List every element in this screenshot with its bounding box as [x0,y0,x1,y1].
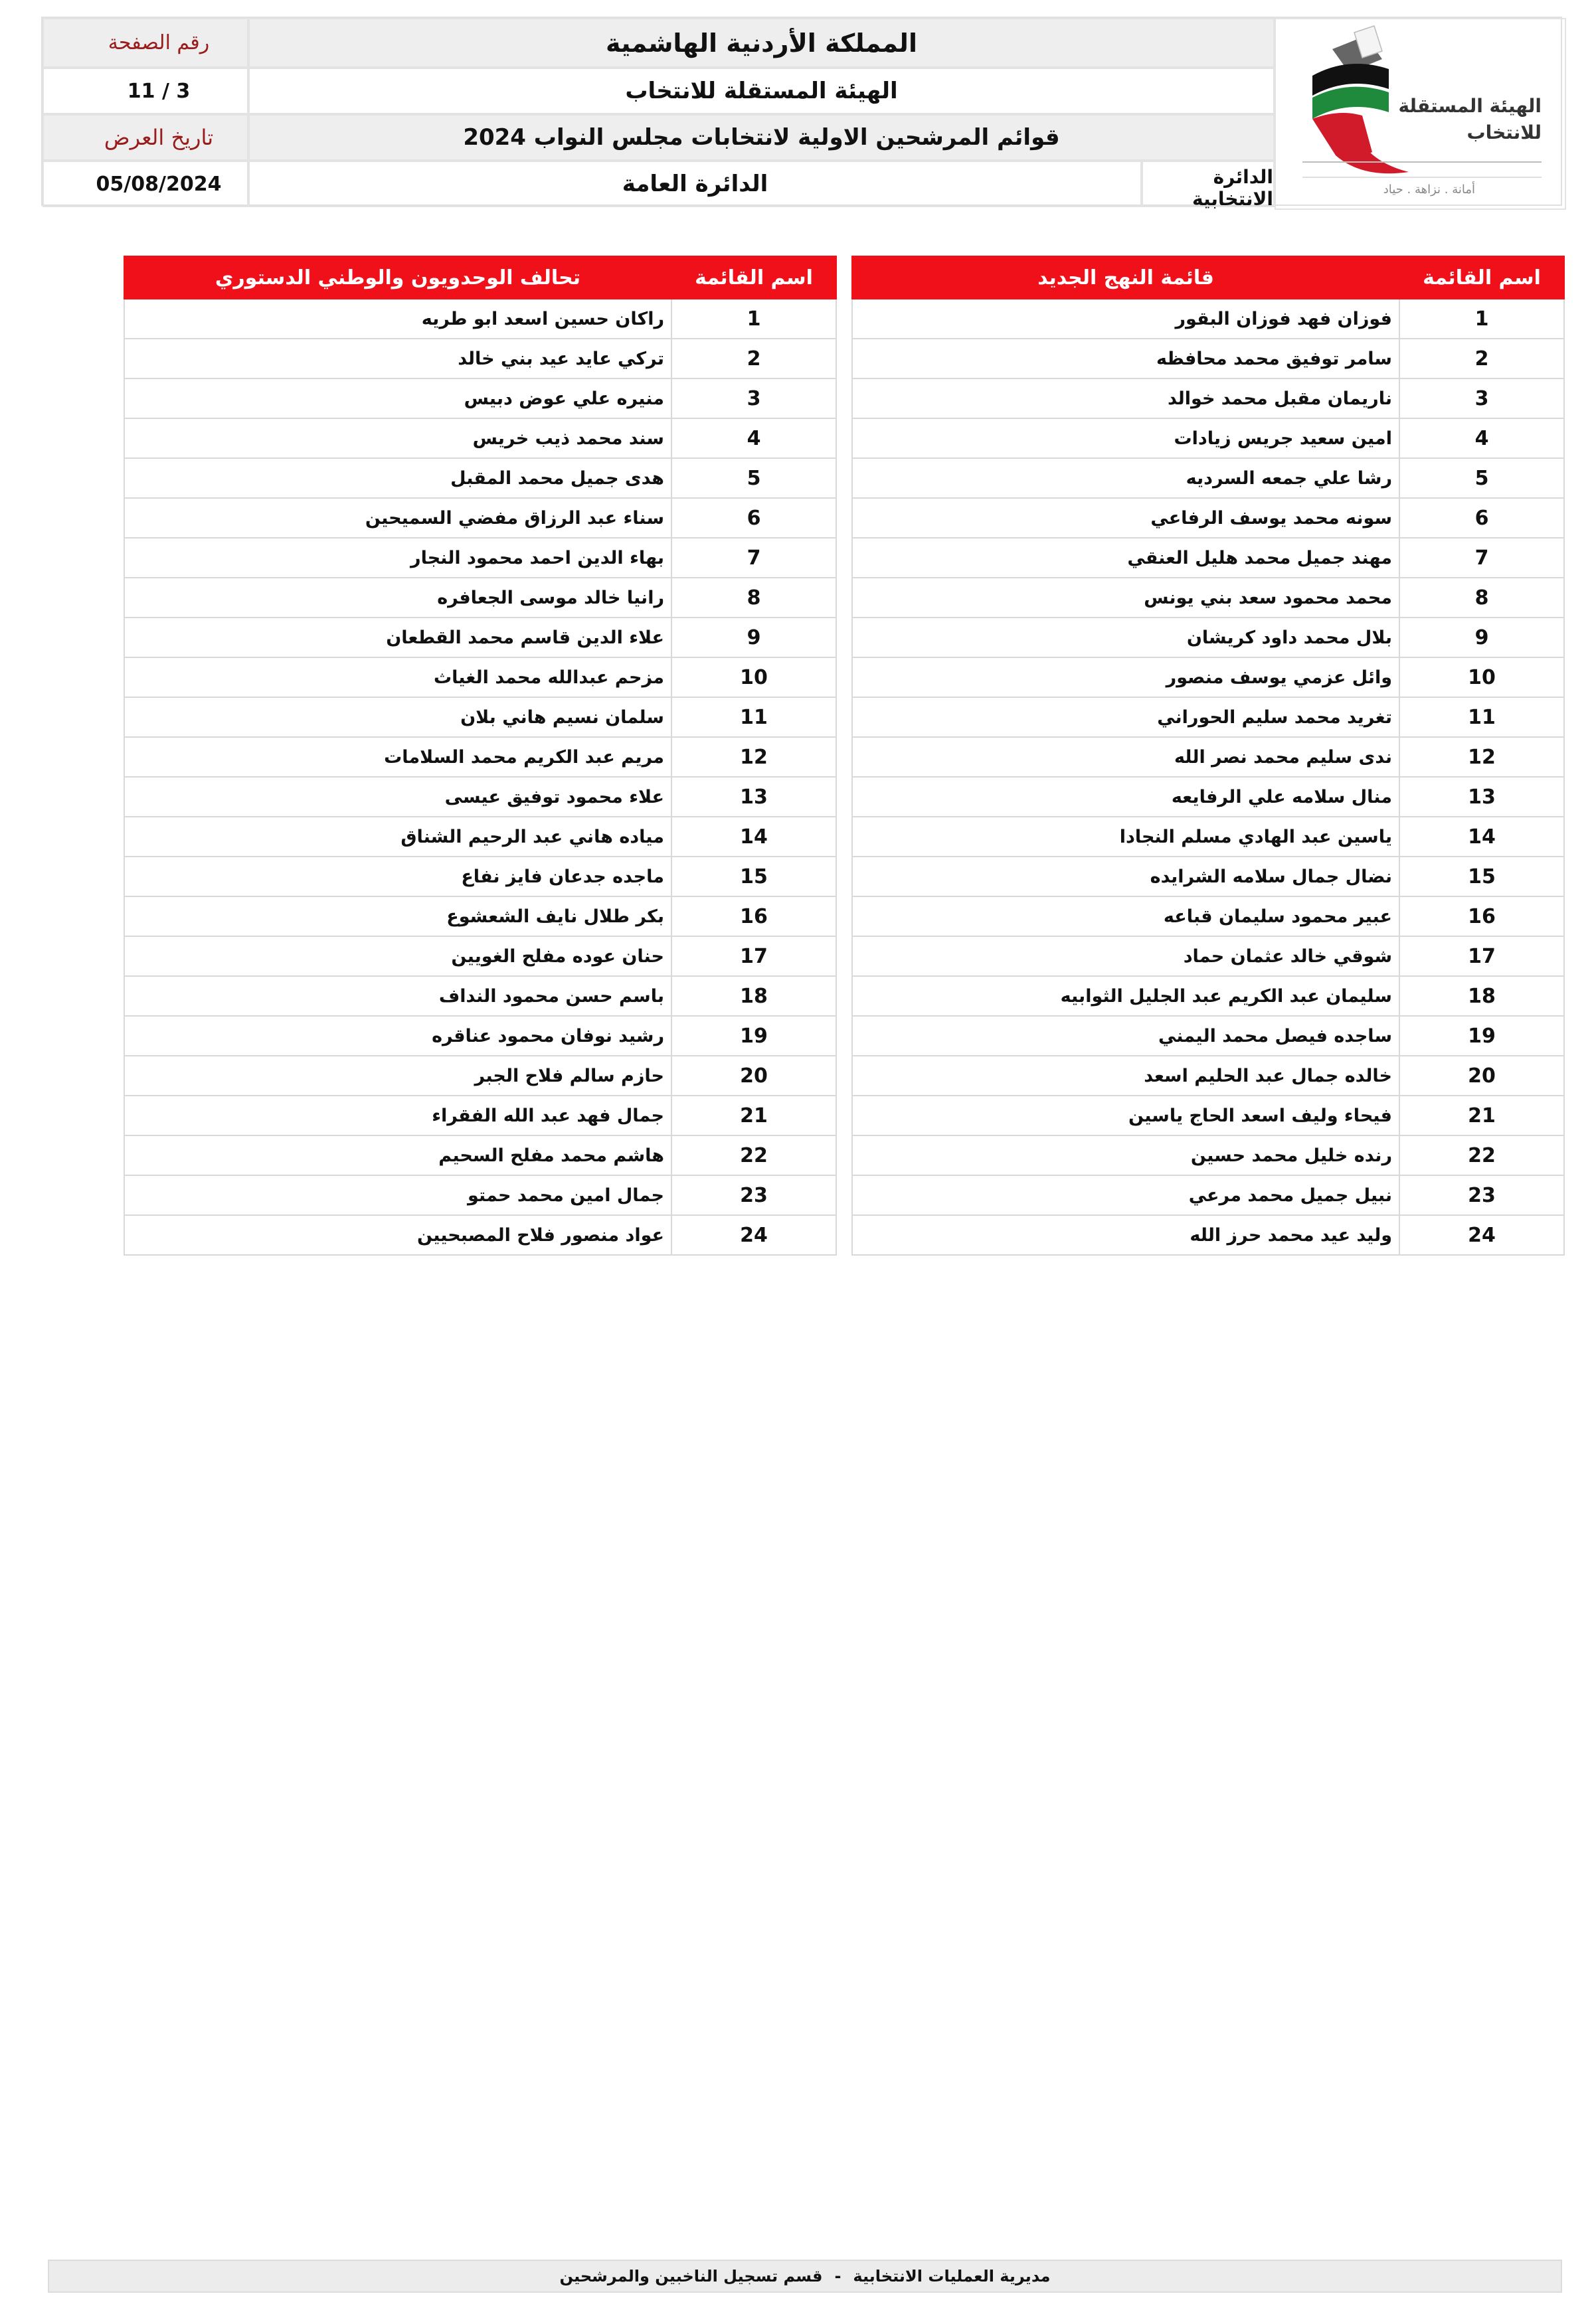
candidate-name: مريم عبد الكريم محمد السلامات [124,737,671,777]
table-row [124,618,836,657]
district-value: الدائرة العامة [248,161,1142,207]
ballot-box-icon [1276,19,1562,206]
candidate-name: سند محمد ذيب خريس [124,418,671,458]
table-row [852,339,1564,378]
table-row [852,1096,1564,1135]
candidate-number: 4 [671,418,836,458]
right-list-table [851,256,1565,1256]
candidate-name: سلمان نسيم هاني بلان [124,697,671,737]
col-header-list-name: اسم القائمة [671,256,836,299]
table-row [124,1056,836,1096]
candidate-name: رانيا خالد موسى الجعافره [124,578,671,618]
candidate-number: 24 [1399,1215,1564,1255]
candidate-number: 23 [1399,1175,1564,1215]
table-row [124,418,836,458]
table-row [852,896,1564,936]
table-row [124,578,836,618]
candidate-number: 3 [671,378,836,418]
candidate-name: مياده هاني عبد الرحيم الشناق [124,817,671,857]
right-list-body [852,299,1564,1255]
candidate-name: فوزان فهد فوزان البقور [852,299,1399,339]
table-row [852,817,1564,857]
table-row [124,896,836,936]
table-row [852,578,1564,618]
candidate-name: باسم حسن محمود النداف [124,976,671,1016]
candidate-name: بلال محمد داود كريشان [852,618,1399,657]
commission-logo [1275,18,1566,210]
candidate-number: 14 [1399,817,1564,857]
candidate-name: رنده خليل محمد حسين [852,1135,1399,1175]
table-row [124,1135,836,1175]
commission-title: الهيئة المستقلة للانتخاب [248,68,1275,114]
candidate-number: 16 [671,896,836,936]
candidate-number: 11 [1399,697,1564,737]
candidate-number: 1 [671,299,836,339]
candidate-name: فيحاء وليف اسعد الحاج ياسين [852,1096,1399,1135]
logo-motto: أمانة . نزاهة . حياد [1383,183,1475,197]
candidate-number: 20 [1399,1056,1564,1096]
candidate-name: وليد عيد محمد حرز الله [852,1215,1399,1255]
candidate-name: سونه محمد يوسف الرفاعي [852,498,1399,538]
candidate-name: بهاء الدين احمد محمود النجار [124,538,671,578]
table-row [852,498,1564,538]
table-row [124,697,836,737]
candidate-name: مزحم عبدالله محمد الغياث [124,657,671,697]
candidate-name: خالده جمال عبد الحليم اسعد [852,1056,1399,1096]
candidate-number: 9 [1399,618,1564,657]
candidate-name: بكر طلال نايف الشعشوع [124,896,671,936]
table-row [124,737,836,777]
candidate-name: منيره علي عوض دبيس [124,378,671,418]
table-row [852,777,1564,817]
table-row [124,538,836,578]
candidate-name: عواد منصور فلاح المصبحيين [124,1215,671,1255]
list-title: تحالف الوحدويون والوطني الدستوري [124,256,671,299]
table-row [852,458,1564,498]
candidate-name: راكان حسين اسعد ابو طريه [124,299,671,339]
candidate-name: رشا علي جمعه السرديه [852,458,1399,498]
candidate-number: 9 [671,618,836,657]
candidate-number: 17 [1399,936,1564,976]
candidate-number: 12 [1399,737,1564,777]
candidate-name: حازم سالم فلاح الجبر [124,1056,671,1096]
candidate-name: امين سعيد جريس زيادات [852,418,1399,458]
display-date-label: تاريخ العرض [43,114,248,161]
candidate-number: 12 [671,737,836,777]
display-date-value: 05/08/2024 [43,161,248,207]
candidate-name: نبيل جميل محمد مرعي [852,1175,1399,1215]
candidate-number: 1 [1399,299,1564,339]
candidate-number: 7 [1399,538,1564,578]
candidate-name: حنان عوده مفلح الغويين [124,936,671,976]
table-row [852,1016,1564,1056]
table-row [124,339,836,378]
candidate-number: 5 [1399,458,1564,498]
table-row [124,936,836,976]
table-row [852,618,1564,657]
table-row [124,1175,836,1215]
candidate-number: 7 [671,538,836,578]
candidate-number: 21 [1399,1096,1564,1135]
candidate-number: 21 [671,1096,836,1135]
candidate-name: ناريمان مقبل محمد خوالد [852,378,1399,418]
table-row [852,737,1564,777]
candidate-number: 16 [1399,896,1564,936]
table-row [124,657,836,697]
table-row [124,1215,836,1255]
candidate-number: 20 [671,1056,836,1096]
candidate-name: منال سلامه علي الرفايعه [852,777,1399,817]
table-row [852,976,1564,1016]
table-row [124,1016,836,1056]
candidate-number: 18 [671,976,836,1016]
page-number-value: 3 / 11 [43,68,248,114]
kingdom-title: المملكة الأردنية الهاشمية [248,18,1275,68]
table-row [124,1096,836,1135]
candidate-name: سامر توفيق محمد محافظه [852,339,1399,378]
candidate-number: 6 [1399,498,1564,538]
candidate-number: 13 [1399,777,1564,817]
candidate-name: شوقي خالد عثمان حماد [852,936,1399,976]
candidate-number: 5 [671,458,836,498]
candidate-name: تغريد محمد سليم الحوراني [852,697,1399,737]
table-row [124,299,836,339]
candidate-number: 4 [1399,418,1564,458]
table-row [124,817,836,857]
candidate-number: 13 [671,777,836,817]
table-row [852,1215,1564,1255]
candidate-name: ماجده جدعان فايز نفاع [124,857,671,896]
table-row [852,299,1564,339]
candidate-number: 19 [671,1016,836,1056]
candidate-name: محمد محمود سعد بني يونس [852,578,1399,618]
candidate-name: علاء محمود توفيق عيسى [124,777,671,817]
page-number-label: رقم الصفحة [43,18,248,68]
candidate-number: 11 [671,697,836,737]
table-row [852,538,1564,578]
candidate-name: تركي عايد عيد بني خالد [124,339,671,378]
candidate-number: 15 [671,857,836,896]
candidate-number: 6 [671,498,836,538]
footer-directorate: مديرية العمليات الانتخابية [853,2267,1051,2285]
col-header-list-name: اسم القائمة [1399,256,1564,299]
candidate-number: 10 [1399,657,1564,697]
table-row [124,976,836,1016]
table-header-row [124,256,836,299]
table-row [124,777,836,817]
document-header [41,17,1562,210]
page-footer [48,2260,1562,2293]
logo-name-line1: الهيئة المستقلة [1398,95,1542,117]
logo-name-line2: للانتخاب [1466,122,1542,143]
table-row [124,498,836,538]
table-row [852,936,1564,976]
candidate-number: 8 [1399,578,1564,618]
table-row [852,378,1564,418]
table-row [852,697,1564,737]
footer-separator: - [834,2267,841,2285]
candidate-number: 3 [1399,378,1564,418]
left-list-table [124,256,837,1256]
table-row [852,418,1564,458]
candidate-name: ساجده فيصل محمد اليمني [852,1016,1399,1056]
candidate-name: سليمان عبد الكريم عبد الجليل الثوابيه [852,976,1399,1016]
candidate-name: ياسين عبد الهادي مسلم النجادا [852,817,1399,857]
candidate-number: 10 [671,657,836,697]
candidate-name: جمال فهد عبد الله الفقراء [124,1096,671,1135]
list-title: قائمة النهج الجديد [852,256,1399,299]
candidate-number: 22 [1399,1135,1564,1175]
candidate-number: 2 [1399,339,1564,378]
table-header-row [852,256,1564,299]
candidate-name: نضال جمال سلامه الشرايده [852,857,1399,896]
candidate-name: هاشم محمد مفلح السحيم [124,1135,671,1175]
candidate-number: 14 [671,817,836,857]
candidate-name: وائل عزمي يوسف منصور [852,657,1399,697]
district-label: الدائرة الانتخابية [1142,161,1275,207]
candidate-number: 2 [671,339,836,378]
candidate-number: 19 [1399,1016,1564,1056]
candidate-name: هدى جميل محمد المقبل [124,458,671,498]
document-title: قوائم المرشحين الاولية لانتخابات مجلس النواب 2024 [248,114,1275,161]
table-row [124,458,836,498]
candidate-name: ندى سليم محمد نصر الله [852,737,1399,777]
table-row [852,857,1564,896]
table-row [124,857,836,896]
candidate-name: رشيد نوفان محمود عناقره [124,1016,671,1056]
candidate-name: مهند جميل محمد هليل العنقي [852,538,1399,578]
candidate-number: 8 [671,578,836,618]
candidate-name: جمال امين محمد حمتو [124,1175,671,1215]
candidate-number: 17 [671,936,836,976]
candidate-name: علاء الدين قاسم محمد القطعان [124,618,671,657]
candidate-number: 15 [1399,857,1564,896]
table-row [852,1175,1564,1215]
candidate-number: 18 [1399,976,1564,1016]
table-row [852,657,1564,697]
candidate-number: 24 [671,1215,836,1255]
table-row [124,378,836,418]
left-list-body [124,299,836,1255]
table-row [852,1135,1564,1175]
candidate-number: 23 [671,1175,836,1215]
candidate-number: 22 [671,1135,836,1175]
candidate-name: عبير محمود سليمان قباعه [852,896,1399,936]
table-row [852,1056,1564,1096]
footer-section: قسم تسجيل الناخبين والمرشحين [559,2267,823,2285]
candidate-name: سناء عبد الرزاق مفضي السميحين [124,498,671,538]
